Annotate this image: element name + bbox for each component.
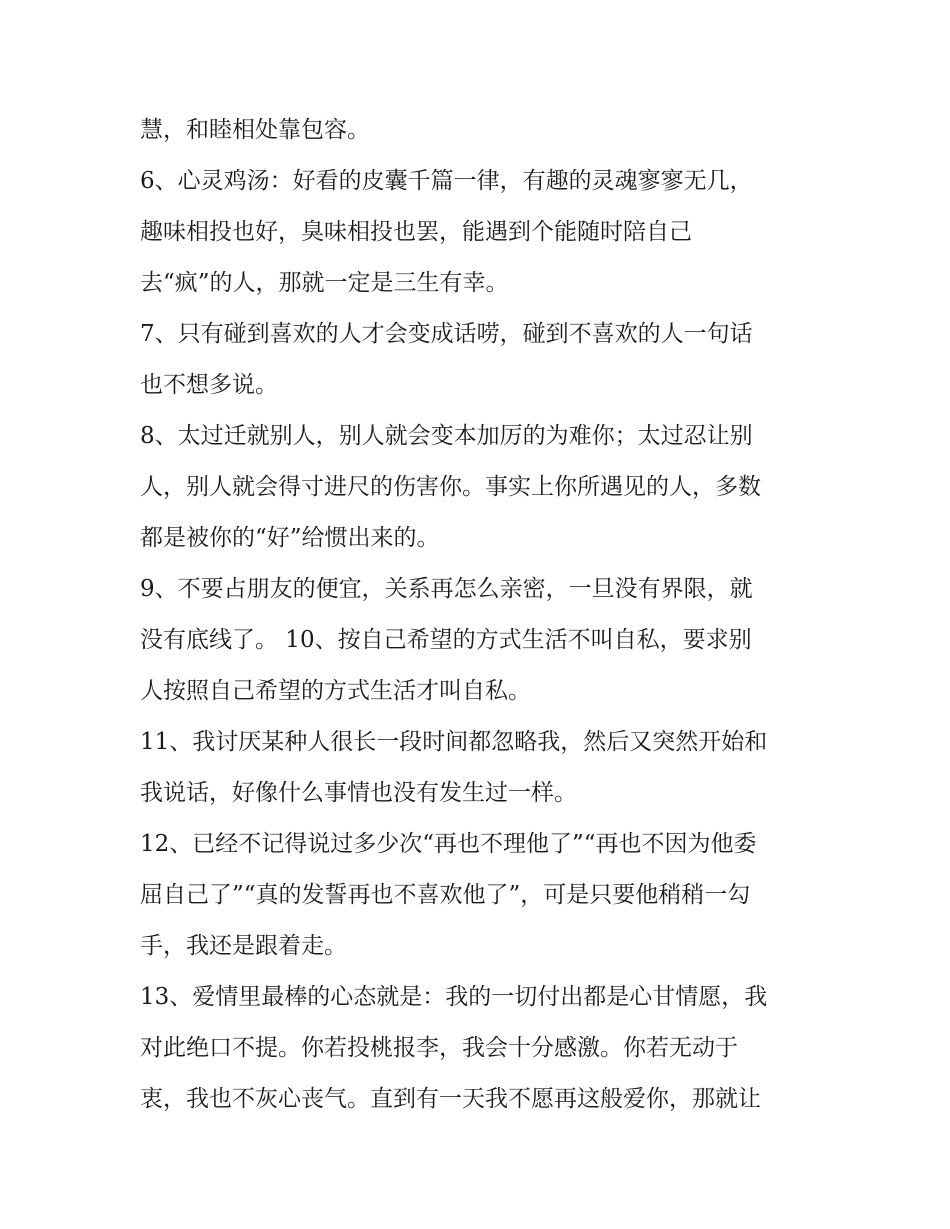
text-line: 对此绝口不提。你若投桃报李，我会十分感激。你若无动于 <box>140 1035 738 1061</box>
text-line: 7、只有碰到喜欢的人才会变成话唠，碰到不喜欢的人一句话 <box>140 321 753 347</box>
text-line: 屈自己了”“真的发誓再也不喜欢他了”，可是只要他稍稍一勾 <box>140 882 751 908</box>
text-line: 趣味相投也好，臭味相投也罢，能遇到个能随时陪自己 <box>140 219 692 245</box>
text-line: 衷，我也不灰心丧气。直到有一天我不愿再这般爱你，那就让 <box>140 1086 761 1112</box>
text-line: 9、不要占朋友的便宜，关系再怎么亲密，一旦没有界限，就 <box>140 576 753 602</box>
text-line: 手，我还是跟着走。 <box>140 933 347 959</box>
text-line: 11、我讨厌某种人很长一段时间都忽略我，然后又突然开始和 <box>140 729 768 755</box>
text-line: 12、已经不记得说过多少次“再也不理他了”“再也不因为他委 <box>140 831 757 857</box>
text-line: 13、爱情里最棒的心态就是：我的一切付出都是心甘情愿，我 <box>140 984 768 1010</box>
text-line: 没有底线了。 10、按自己希望的方式生活不叫自私，要求别 <box>140 627 752 653</box>
text-line: 去“疯”的人，那就一定是三生有幸。 <box>140 270 509 296</box>
text-line: 人，别人就会得寸进尺的伤害你。事实上你所遇见的人，多数 <box>140 474 761 500</box>
text-line: 也不想多说。 <box>140 372 278 398</box>
text-line: 慧，和睦相处靠包容。 <box>140 117 370 143</box>
text-line: 6、心灵鸡汤：好看的皮囊千篇一律，有趣的灵魂寥寥无几， <box>140 168 753 194</box>
text-line: 人按照自己希望的方式生活才叫自私。 <box>140 678 531 704</box>
text-line: 我说话，好像什么事情也没有发生过一样。 <box>140 780 577 806</box>
body-text <box>140 105 820 1125</box>
text-line: 8、太过迁就别人，别人就会变本加厉的为难你；太过忍让别 <box>140 423 753 449</box>
text-line: 都是被你的“好”给惯出来的。 <box>140 525 440 551</box>
